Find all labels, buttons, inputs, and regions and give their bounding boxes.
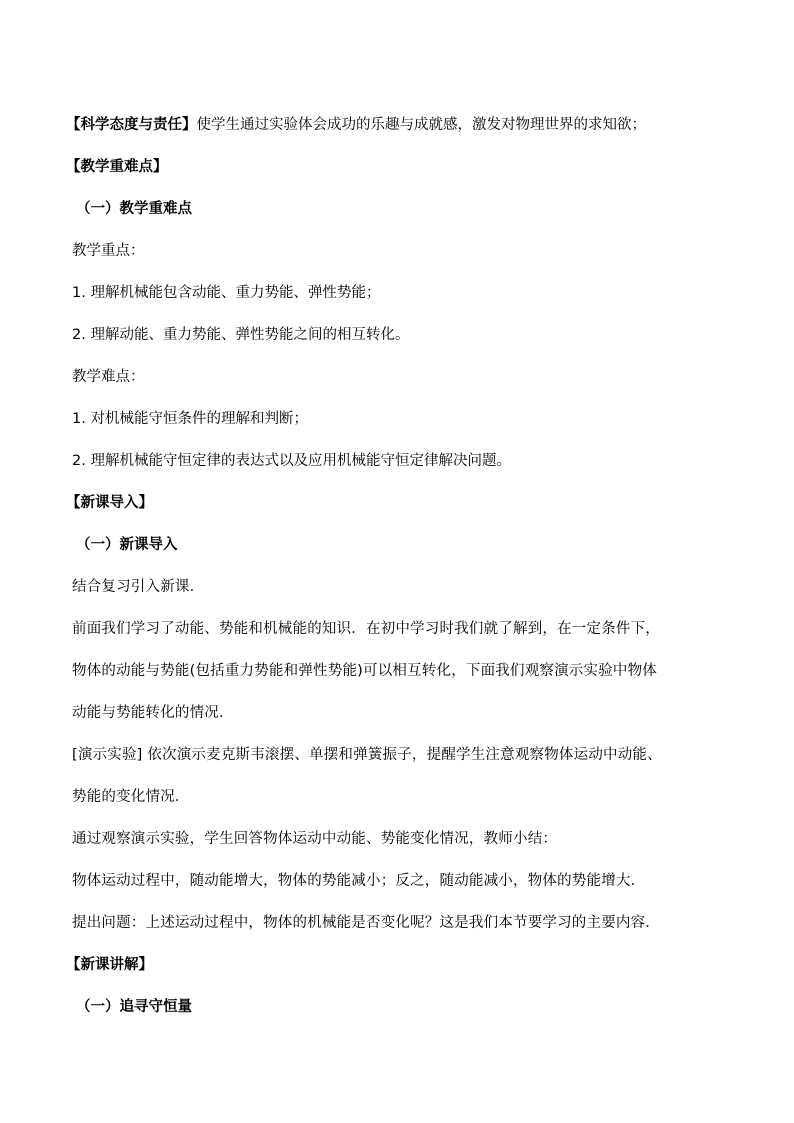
heading-difficulty: 【教学重难点】 xyxy=(66,159,168,175)
intro-line: 物体的动能与势能(包括重力势能和弹性势能)可以相互转化，下面我们观察演示实验中物体 xyxy=(72,663,658,679)
attitude-line xyxy=(66,104,734,146)
intro-line: 提出问题：上述运动过程中，物体的机械能是否变化呢？这是我们本节要学习的主要内容． xyxy=(72,915,660,931)
intro-line: 物体运动过程中，随动能增大，物体的势能减小；反之，随动能减小，物体的势能增大． xyxy=(72,873,646,889)
hard-point-item: 1. 对机械能守恒条件的理解和判断； xyxy=(72,411,308,427)
intro-line: 通过观察演示实验，学生回答物体运动中动能、势能变化情况，教师小结： xyxy=(72,831,558,847)
key-point-item: 1. 理解机械能包含动能、重力势能、弹性势能； xyxy=(72,285,381,301)
subheading-difficulty: （一）教学重难点 xyxy=(76,201,192,217)
heading-lecture: 【新课讲解】 xyxy=(66,957,153,973)
key-points-label: 教学重点： xyxy=(72,243,145,259)
intro-line: [演示实验] 依次演示麦克斯韦滚摆、单摆和弹簧振子，提醒学生注意观察物体运动中动能、 xyxy=(72,747,662,763)
intro-line: 动能与势能转化的情况． xyxy=(72,705,234,721)
heading-intro: 【新课导入】 xyxy=(66,495,153,511)
attitude-text: 使学生通过实验体会成功的乐趣与成就感，激发对物理世界的求知欲； xyxy=(196,117,646,133)
intro-line: 前面我们学习了动能、势能和机械能的知识．在初中学习时我们就了解到，在一定条件下， xyxy=(72,621,660,637)
hard-point-item: 2. 理解机械能守恒定律的表达式以及应用机械能守恒定律解决问题。 xyxy=(72,453,511,469)
hard-points-label: 教学难点： xyxy=(72,369,145,385)
key-point-item: 2. 理解动能、重力势能、弹性势能之间的相互转化。 xyxy=(72,327,410,343)
attitude-label: 【科学态度与责任】 xyxy=(66,117,197,133)
subheading-lecture: （一）追寻守恒量 xyxy=(76,999,192,1015)
intro-line: 势能的变化情况． xyxy=(72,789,190,805)
subheading-intro: （一）新课导入 xyxy=(76,537,178,553)
intro-line: 结合复习引入新课． xyxy=(72,579,205,595)
